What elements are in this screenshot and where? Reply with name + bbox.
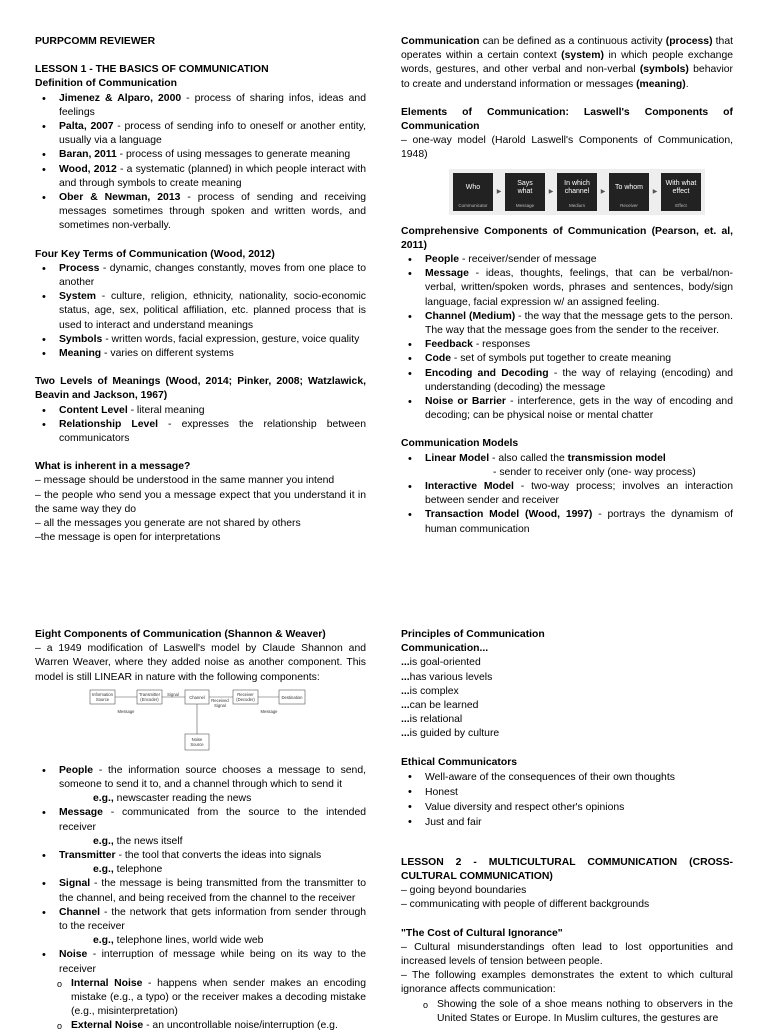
list-item: • Linear Model - also called the transmission model - sender to receiver only (one- way process) — [401, 452, 733, 480]
list-item: • Value diversity and respect other's opinions — [401, 800, 733, 815]
message-label: Message — [260, 708, 278, 714]
definition-heading: Definition of Communication — [35, 78, 177, 90]
shannon-weaver-heading: Eight Components of Communication (Shannon & Weaver) — [35, 629, 326, 640]
laswell-box-who: Who Communicator — [453, 173, 493, 211]
list-item: • Ober & Newman, 2013 - process of sending and receiving messages sometimes through spoken and written words, and sometimes non-verbally. — [35, 191, 366, 234]
lesson1-heading: LESSON 1 - THE BASICS OF COMMUNICATION — [35, 64, 269, 76]
list-item: ...has various levels — [401, 671, 493, 683]
laswell-box-says-what: Says what Message — [505, 173, 545, 211]
levels-heading: Two Levels of Meanings (Wood, 2014; Pinker, 2008; Watzlawick, Beavin and Jackson, 1967) — [35, 376, 366, 402]
list-item: • Content Level - literal meaning — [35, 404, 366, 418]
list-item: • Interactive Model - two-way process; involves an interaction between sender and receiver — [401, 480, 733, 508]
destination-label: Destination — [281, 694, 303, 700]
information-source-label: Information — [92, 691, 113, 697]
arrow-icon: ▶ — [652, 188, 658, 195]
laswell-box-channel: In which channel Medium — [557, 173, 597, 211]
information-source-label: Source — [95, 696, 110, 702]
message-label: Message — [117, 708, 135, 714]
list-item: • System - culture, religion, ethnicity, nationality, socio-economic status, age, sex, political affiliation, etc. planned process that is used to interact and understand meanings — [35, 290, 366, 333]
list-item: • Feedback - responses — [401, 338, 733, 352]
inherent-line: – all the messages you generate are not shared by others — [35, 518, 301, 530]
comprehensive-list — [401, 253, 733, 423]
list-item: • Just and fair — [401, 815, 733, 830]
signal-label: Signal — [167, 691, 179, 697]
receiver-label: (Decoder) — [236, 696, 255, 702]
list-item: • Transmitter - the tool that converts the ideas into signals e.g., telephone — [35, 849, 366, 877]
inherent-line: – message should be understood in the same manner you intend — [35, 475, 335, 487]
arrow-icon: ▶ — [548, 188, 554, 195]
comprehensive-heading: Comprehensive Components of Communication (Pearson, et. al, 2011) — [401, 225, 733, 251]
laswell-box-to-whom: To whom Receiver — [609, 173, 649, 211]
document-title: PURPCOMM REVIEWER — [35, 36, 156, 47]
cost-paragraph: – Cultural misunderstandings often lead to lost opportunities and increased levels of tension between people. — [401, 941, 733, 968]
definition-list — [35, 92, 366, 234]
principles-heading: Principles of Communication — [401, 629, 545, 640]
inherent-line: –the message is open for interpretations — [35, 532, 221, 544]
list-item: ...is guided by culture — [401, 728, 500, 740]
example-line: e.g., the news itself — [93, 835, 183, 847]
key-terms-heading: Four Key Terms of Communication (Wood, 2012) — [35, 248, 275, 260]
shannon-components-list — [35, 764, 366, 1034]
list-item: • Message - communicated from the source to the intended receiver e.g., the news itself — [35, 806, 366, 849]
list-item: • Noise - interruption of message while being on its way to the receiver o Internal Noise - happens when sender makes an encoding mistake (e.g., a typo) or the receiver makes a decoding mistake (e.g., misinterpretation) o External Noise - an uncontrollable noise/interruption (e.g. — [35, 948, 366, 1033]
list-item: ...is goal-oriented — [401, 657, 481, 669]
cost-examples-list — [401, 998, 733, 1026]
transmitter-label: Transmitter — [138, 691, 161, 697]
list-item: • Noise or Barrier - interference, gets in the way of encoding and decoding; can be physical noise or mental chatter — [401, 395, 733, 423]
example-line: e.g., telephone lines, world wide web — [93, 935, 264, 947]
receiver-label: Receiver — [237, 691, 254, 697]
list-item: • Well-aware of the consequences of their own thoughts — [401, 770, 733, 785]
list-item: o Showing the sole of a shoe means nothing to observers in the United States or Europe. In Muslim cultures, the gestures are — [401, 998, 733, 1026]
noise-types-list — [35, 977, 366, 1034]
inherent-heading: What is inherent in a message? — [35, 461, 191, 473]
column-bottom-left — [35, 628, 366, 1034]
list-item: • Wood, 2012 - a systematic (planned) in which people interact with and through symbols to create meaning — [35, 163, 366, 191]
list-item: • People - receiver/sender of message — [401, 253, 733, 267]
list-item: • Honest — [401, 785, 733, 800]
list-item: • Transaction Model (Wood, 1997) - portrays the dynamism of human communication — [401, 508, 733, 536]
list-item: • Symbols - written words, facial expression, gesture, voice quality — [35, 333, 366, 347]
list-item: • Message - ideas, thoughts, feelings, that can be verbal/non-verbal, written/spoken words, phrases and sentences, body/sign language, facial expression w/ an assigned feeling. — [401, 267, 733, 310]
principles-list — [401, 656, 733, 741]
inherent-line: – the people who send you a message expect that you understand it in the same way they do — [35, 489, 366, 515]
list-item: • Process - dynamic, changes constantly, moves from one place to another — [35, 262, 366, 290]
column-top-right — [401, 35, 733, 537]
list-item: • Signal - the message is being transmitted from the transmitter to the channel, and being received from the channel to the receiver — [35, 877, 366, 905]
list-item: • People - the information source chooses a message to send, someone to send it to, and a channel through which to send it e.g., newscaster reading the news — [35, 764, 366, 807]
models-list — [401, 452, 733, 537]
arrow-icon: ▶ — [496, 188, 502, 195]
ethical-heading: Ethical Communicators — [401, 756, 518, 768]
laswell-diagram — [449, 169, 705, 215]
column-top-left — [35, 35, 366, 546]
list-item: • Jimenez & Alparo, 2000 - process of sharing infos, ideas and feelings — [35, 92, 366, 120]
list-item: • Encoding and Decoding - the way of relaying (encoding) and understanding (decoding) the message — [401, 367, 733, 395]
example-line: e.g., newscaster reading the news — [93, 793, 252, 805]
cost-paragraph: – The following examples demonstrates the extent to which cultural ignorance affects communication: — [401, 970, 733, 996]
list-item: • Code - set of symbols put together to create meaning — [401, 352, 733, 366]
list-item: o Internal Noise - happens when sender makes an encoding mistake (e.g., a typo) or the receiver makes a decoding mistake (e.g., misinterpretation) — [35, 977, 366, 1020]
lesson2-line: – going beyond boundaries — [401, 885, 527, 897]
models-heading: Communication Models — [401, 438, 519, 450]
noise-source-label: Noise — [191, 736, 203, 742]
list-item: • Channel (Medium) - the way that the message gets to the person. The way that the message goes from the sender to the receiver. — [401, 310, 733, 338]
shannon-weaver-intro: – a 1949 modification of Laswell's model by Claude Shannon and Warren Weaver, where they added noise as another component. This model is still LINEAR in nature with the following components: — [35, 643, 366, 683]
transmitter-label: (Encoder) — [140, 696, 159, 702]
list-item: • Baran, 2011 - process of using messages to generate meaning — [35, 148, 366, 162]
cost-heading: "The Cost of Cultural Ignorance" — [401, 927, 563, 939]
lesson2-heading: LESSON 2 - MULTICULTURAL COMMUNICATION (CROSS-CULTURAL COMMUNICATION) — [401, 856, 733, 883]
received-signal-label: Received — [211, 697, 229, 703]
column-bottom-right — [401, 628, 733, 1026]
laswell-box-effect: With what effect Effect — [661, 173, 701, 211]
list-item: ...is complex — [401, 685, 459, 697]
list-item: • Palta, 2007 - process of sending info to oneself or another entity, usually via a language — [35, 120, 366, 148]
communication-definition: Communication can be defined as a continuous activity (process) that operates within a certain context (system) in which people exchange words, gestures, and other verbal and non-verbal (symbols) behavior to create and understand information or messages (meaning). — [401, 36, 733, 90]
lesson2-line: – communicating with people of different backgrounds — [401, 899, 650, 911]
noise-source-label: Source — [190, 741, 204, 747]
elements-text: – one-way model (Harold Laswell's Components of Communication, 1948) — [401, 135, 733, 161]
list-item: o External Noise - an uncontrollable noise/interruption (e.g. — [35, 1019, 366, 1033]
linear-model-note: - sender to receiver only (one- way process) — [493, 466, 696, 478]
shannon-weaver-diagram — [89, 688, 309, 756]
arrow-icon: ▶ — [600, 188, 606, 195]
list-item: ...can be learned — [401, 700, 479, 712]
list-item: • Relationship Level - expresses the relationship between communicators — [35, 418, 366, 446]
list-item: ...is relational — [401, 714, 463, 726]
received-signal-label: Signal — [214, 702, 226, 708]
list-item: • Meaning - varies on different systems — [35, 347, 366, 361]
levels-list — [35, 404, 366, 447]
key-terms-list — [35, 262, 366, 361]
ethical-list — [401, 770, 733, 830]
channel-label: Channel — [189, 694, 205, 700]
elements-heading: Elements of Communication: Laswell's Components of Communication — [401, 106, 733, 133]
example-line: e.g., telephone — [93, 864, 163, 876]
principles-subheading: Communication... — [401, 643, 489, 655]
list-item: • Channel - the network that gets information from sender through to the receiver e.g., telephone lines, world wide web — [35, 906, 366, 949]
